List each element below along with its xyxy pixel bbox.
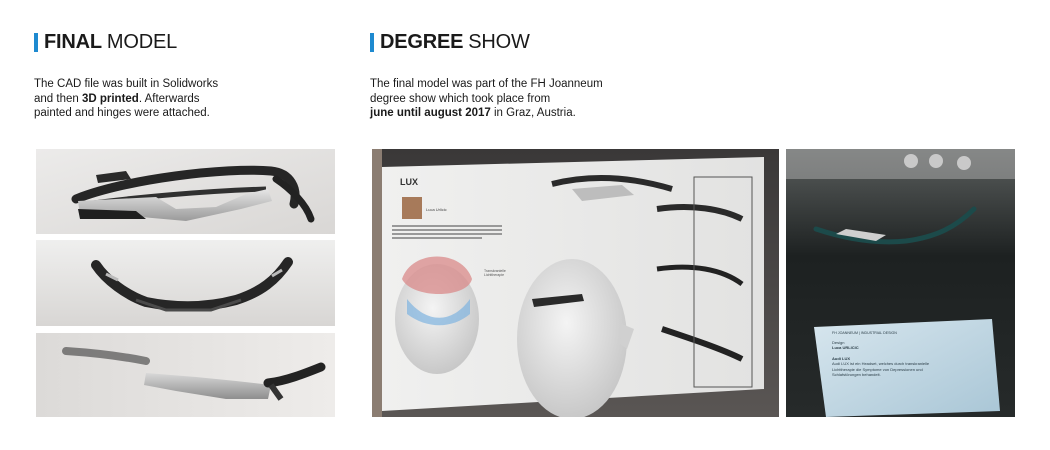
photo-degree-show-poster [372, 149, 779, 417]
final-model-title-light: MODEL [106, 30, 178, 53]
exhibit-card-design-label: Design [832, 339, 845, 345]
poster-author: Luca Urlicic [426, 207, 447, 212]
photo-headset-side [36, 149, 335, 234]
photo-exhibit-case [786, 149, 1015, 417]
exhibit-card-designer: Luca URLICIC [832, 345, 859, 350]
final-model-desc-line-2 [34, 92, 334, 107]
headset-front-image [36, 240, 335, 326]
degree-show-desc-line-3 [370, 106, 770, 121]
exhibit-card-text-1: Audi LUX ist ein Headset, welches durch transkranielle [832, 361, 930, 366]
desc-text: in Graz, Austria. [490, 107, 576, 119]
desc-text: and then [34, 92, 82, 105]
final-model-title-bold: FINAL [44, 30, 102, 53]
poster-title: LUX [400, 177, 418, 187]
author-portrait [402, 197, 422, 219]
exhibit-card-text-2: Lichttherapie die Symptome von Depressionen und [832, 366, 923, 372]
desc-text: . Afterwards [138, 92, 200, 105]
final-model-desc-line-3: painted and hinges were attached. [34, 107, 210, 119]
poster-image [372, 149, 779, 417]
desc-bold: 3D printed [81, 92, 139, 105]
headset-side-image [36, 149, 335, 234]
final-model-description [34, 77, 334, 121]
degree-show-title-bold: DEGREE [380, 30, 464, 53]
degree-show-title-light: SHOW [468, 30, 530, 53]
degree-show-section [370, 31, 770, 121]
final-model-desc-line-1: The CAD file was built in Solidworks [34, 78, 219, 90]
photo-headset-front [36, 240, 335, 326]
poster-label: Transkranielle Lichttherapie [484, 269, 506, 277]
accent-bar [34, 33, 38, 52]
photo-headset-closeup [36, 333, 335, 417]
headset-closeup-image [36, 333, 335, 417]
desc-bold: june until august 2017 [370, 107, 491, 119]
final-model-section [34, 31, 334, 121]
degree-show-description [370, 77, 770, 121]
exhibit-card-product: Audi LUX [832, 355, 850, 361]
exhibit-card-text-3: Schlafstörungen behandelt. [832, 372, 881, 377]
final-model-heading [34, 31, 334, 53]
degree-show-heading [370, 31, 770, 53]
degree-show-desc-line-1: The final model was part of the FH Joanneum [370, 78, 603, 90]
exhibit-card-header: FH JOANNEUM | INDUSTRIAL DESIGN [832, 331, 897, 335]
exhibit-card [832, 331, 982, 378]
degree-show-desc-line-2: degree show which took place from [370, 92, 551, 105]
accent-bar [370, 33, 374, 52]
